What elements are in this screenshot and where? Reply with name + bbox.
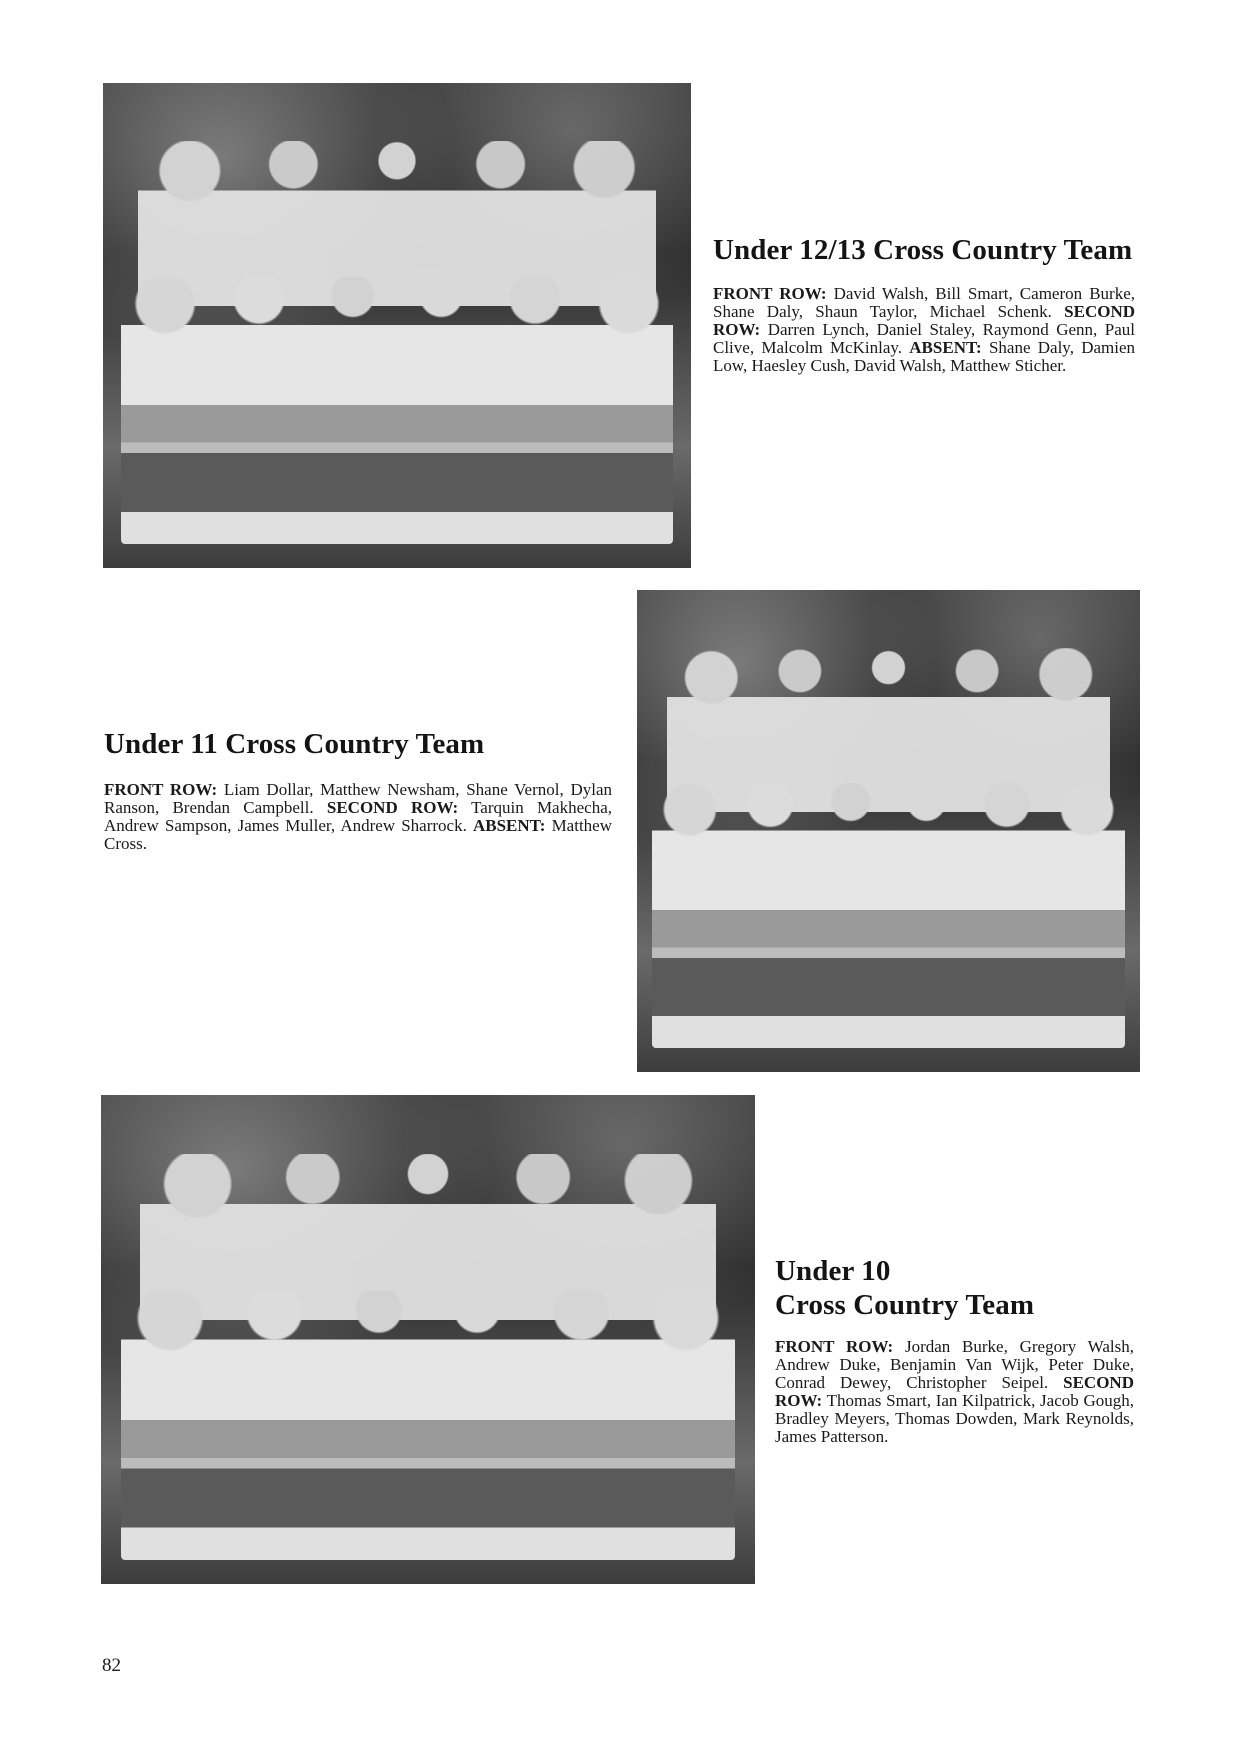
team-title-line-2: Cross Country Team [775,1289,1035,1321]
roster-label: ABSENT: [909,338,982,357]
roster-names: Thomas Smart, Ian Kilpatrick, Jacob Gough, Bradley Meyers, Thomas Dowden, Mark Reynolds, James Patterson. [775,1391,1134,1446]
roster-label: FRONT ROW: [104,780,218,799]
caption-under-10 [775,1254,1134,1446]
roster-names: Jordan Burke, Gregory Walsh, Andrew Duke, Benjamin Van Wijk, Peter Duke, Conrad Dewey, Christopher Seipel. [775,1337,1135,1392]
roster-label: FRONT ROW: [775,1337,894,1356]
page-number: 82 [102,1655,121,1676]
roster-label: SECOND ROW: [713,302,1136,339]
roster-label: ABSENT: [472,816,546,835]
roster-label: SECOND ROW: [775,1373,1134,1410]
roster-names: David Walsh, Bill Smart, Cameron Burke, Shane Daly, Shaun Taylor, Michael Schenk. [713,284,1135,321]
caption-under-11 [104,727,612,853]
roster-names: Shane Daly, Damien Low, Haesley Cush, David Walsh, Matthew Sticher. [713,338,1136,375]
team-photo-under-12-13 [103,83,691,568]
roster-names: Tarquin Makhecha, Andrew Sampson, James Muller, Andrew Sharrock. [104,798,612,835]
team-title-under-11: Under 11 Cross Country Team [104,728,485,760]
roster-label: SECOND ROW: [326,798,459,817]
team-roster-under-11 [104,781,612,853]
team-photo-under-11 [637,590,1140,1072]
roster-names: Liam Dollar, Matthew Newsham, Shane Vernol, Dylan Ranson, Brendan Campbell. [104,780,612,817]
roster-names: Darren Lynch, Daniel Staley, Raymond Genn, Paul Clive, Malcolm McKinlay. [713,320,1135,357]
team-title-under-10 [775,1254,1134,1322]
team-title-under-12-13: Under 12/13 Cross Country Team [713,234,1133,266]
team-roster-under-12-13 [713,285,1135,375]
caption-under-12-13 [713,233,1135,375]
team-title-line-1: Under 10 [775,1255,891,1287]
team-roster-under-10 [775,1338,1134,1446]
roster-label: FRONT ROW: [713,284,827,303]
team-photo-under-10 [101,1095,755,1584]
roster-names: Matthew Cross. [104,816,612,853]
